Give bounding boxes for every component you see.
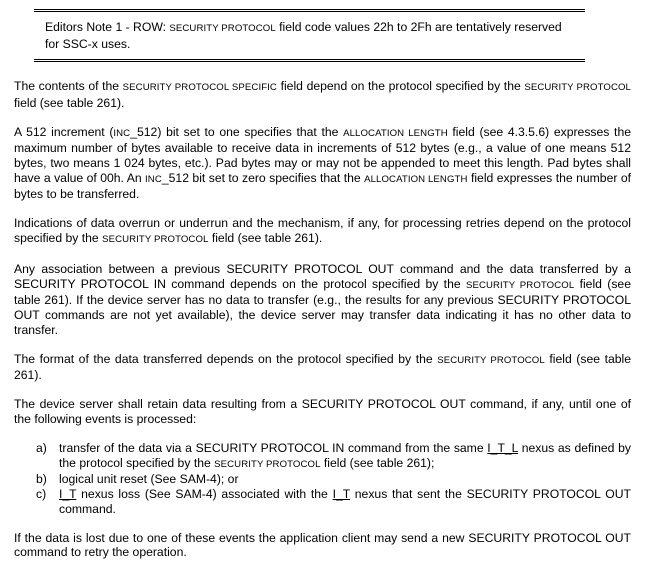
- paragraph-inc-512: A 512 increment (INC_512) bit set to one specifies that the ALLOCATION LENGTH field (see 4.3.5.6) expresses the maximum number of bytes available to receive data in increments of 512 bytes (e.g., a value of one means 512 bytes, two means 1 024 bytes, etc.). Pad bytes may or may not be appended to meet this length. Pad bytes shall have a value of 00h. An INC_512 bit set to zero specifies that the ALLOCATION LENGTH field expresses the number of bytes to be transferred.: [14, 124, 632, 202]
- field-name: SECURITY PROTOCOL: [465, 279, 575, 291]
- note-lead: Editors Note 1 - ROW:: [45, 20, 170, 34]
- list-item: c) I_T nexus loss (See SAM-4) associated with the I_T nexus that sent the SECURITY PROTOCOL OUT command.: [36, 487, 631, 516]
- list-item: b) logical unit reset (See SAM-4); or: [36, 472, 239, 487]
- nexus-term: I_T: [59, 487, 77, 502]
- field-name: INC: [113, 127, 131, 139]
- nexus-term: I_T: [332, 487, 350, 502]
- paragraph-lost-data: If the data is lost due to one of these events the application client may send a new SECURITY PROTOCOL OUT command to retry the operation.: [14, 530, 631, 560]
- paragraph-association: Any association between a previous SECURITY PROTOCOL OUT command and the data transferred by a SECURITY PROTOCOL IN command depends on the protocol specified by the SECURITY PROTOCOL field (see table 261). If the device server has no data to transfer (e.g., the results for any previous SECURITY PROTOCOL OUT commands are not yet available), the device server may transfer data indicating it has no other data to transfer.: [14, 262, 631, 337]
- note-rest: field code values 22h to 2Fh are tentatively reserved for SSC-x uses.: [45, 20, 562, 51]
- paragraph-overrun: Indications of data overrun or underrun and the mechanism, if any, for processing retries depend on the protocol specified by the SECURITY PROTOCOL field (see table 261).: [14, 216, 631, 245]
- field-name: ALLOCATION LENGTH: [364, 173, 468, 185]
- field-name: ALLOCATION LENGTH: [343, 127, 448, 139]
- events-list: [14, 441, 631, 516]
- field-name: SECURITY PROTOCOL: [214, 458, 321, 470]
- paragraph-protocol-specific: The contents of the SECURITY PROTOCOL SPECIFIC field depend on the protocol specified by the SECURITY PROTOCOL field (see table 261).: [14, 79, 631, 110]
- note-field-name: SECURITY PROTOCOL: [169, 23, 276, 34]
- field-name: SECURITY PROTOCOL: [102, 233, 209, 245]
- paragraph-format: The format of the data transferred depends on the protocol specified by the SECURITY PROTOCOL field (see table 261).: [14, 351, 631, 383]
- document-body: [14, 79, 631, 575]
- field-name: SECURITY PROTOCOL: [437, 354, 545, 366]
- list-label: b): [36, 472, 47, 487]
- field-name: SECURITY PROTOCOL: [524, 82, 631, 93]
- list-label: c): [36, 487, 47, 502]
- field-name: SECURITY PROTOCOL SPECIFIC: [122, 82, 277, 93]
- list-item: a) transfer of the data via a SECURITY PROTOCOL IN command from the same I_T_L nexus as defined by the protocol specified by the SECURITY PROTOCOL field (see table 261);: [36, 441, 631, 470]
- nexus-term: I_T_L: [487, 441, 519, 456]
- list-label: a): [36, 441, 47, 456]
- editors-note-box: [34, 9, 585, 62]
- editors-note: [45, 20, 575, 51]
- paragraph-retain: The device server shall retain data resulting from a SECURITY PROTOCOL OUT command, if any, until one of the following events is processed:: [14, 397, 631, 427]
- field-name: INC: [145, 173, 162, 185]
